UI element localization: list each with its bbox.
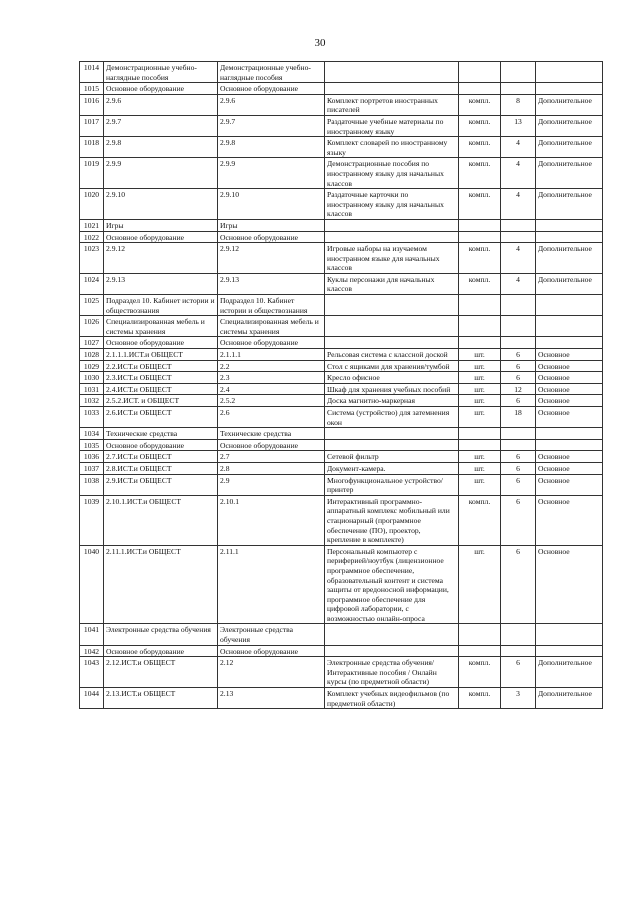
- table-row: [80, 545, 603, 624]
- row-section: 2.9.10: [218, 189, 325, 220]
- row-code: Основное оборудование: [104, 439, 218, 451]
- row-number: 1020: [80, 189, 104, 220]
- row-code: 2.1.1.1.ИСТ.и ОБЩЕСТ: [104, 349, 218, 361]
- row-item-name: Комплект словарей по иностранному языку: [325, 137, 459, 158]
- row-number: 1035: [80, 439, 104, 451]
- row-equipment-type: Дополнительное: [536, 243, 603, 274]
- row-item-name: [325, 439, 459, 451]
- row-section: 2.9: [218, 474, 325, 495]
- row-code: 2.9.12: [104, 243, 218, 274]
- table-row: [80, 158, 603, 189]
- row-code: Демонстрационные учебно-наглядные пособия: [104, 62, 218, 83]
- row-equipment-type: Дополнительное: [536, 158, 603, 189]
- row-quantity: 4: [501, 273, 536, 294]
- row-unit: шт.: [459, 474, 501, 495]
- row-item-name: [325, 316, 459, 337]
- row-number: 1018: [80, 137, 104, 158]
- table-row: [80, 62, 603, 83]
- row-equipment-type: [536, 295, 603, 316]
- row-equipment-type: [536, 62, 603, 83]
- row-item-name: Многофункциональное устройство/принтер: [325, 474, 459, 495]
- row-number: 1043: [80, 657, 104, 688]
- row-equipment-type: [536, 645, 603, 657]
- row-unit: [459, 62, 501, 83]
- row-number: 1034: [80, 428, 104, 440]
- row-quantity: 4: [501, 137, 536, 158]
- row-equipment-type: Основное: [536, 349, 603, 361]
- row-quantity: [501, 428, 536, 440]
- row-number: 1040: [80, 545, 104, 624]
- row-equipment-type: [536, 428, 603, 440]
- row-code: 2.2.ИСТ.и ОБЩЕСТ: [104, 360, 218, 372]
- row-quantity: [501, 62, 536, 83]
- row-item-name: Система (устройство) для затемнения окон: [325, 407, 459, 428]
- row-equipment-type: Дополнительное: [536, 657, 603, 688]
- row-code: 2.11.1.ИСТ.и ОБЩЕСТ: [104, 545, 218, 624]
- row-code: 2.4.ИСТ.и ОБЩЕСТ: [104, 383, 218, 395]
- row-section: 2.9.7: [218, 115, 325, 136]
- row-item-name: Стол с ящиками для хранения/тумбой: [325, 360, 459, 372]
- table-body: [80, 62, 603, 709]
- row-unit: шт.: [459, 407, 501, 428]
- row-quantity: [501, 439, 536, 451]
- table-row: [80, 94, 603, 115]
- row-code: Основное оборудование: [104, 645, 218, 657]
- row-quantity: [501, 83, 536, 95]
- table-row: [80, 243, 603, 274]
- row-item-name: Персональный компьютер с периферией/ноутбук (лицензионное программное обеспечение, образовательный контент и система защиты от вредоносной информации, программное обеспечение для цифровой лаборатории, с возможностью онлайн-опроса: [325, 545, 459, 624]
- row-equipment-type: Основное: [536, 495, 603, 545]
- row-code: Подраздел 10. Кабинет истории и обществознания: [104, 295, 218, 316]
- row-code: 2.9.10: [104, 189, 218, 220]
- row-number: 1033: [80, 407, 104, 428]
- table-row: [80, 295, 603, 316]
- row-code: 2.3.ИСТ.и ОБЩЕСТ: [104, 372, 218, 384]
- row-equipment-type: Дополнительное: [536, 94, 603, 115]
- row-section: 2.9.8: [218, 137, 325, 158]
- row-section: Основное оборудование: [218, 337, 325, 349]
- row-unit: компл.: [459, 137, 501, 158]
- row-number: 1042: [80, 645, 104, 657]
- row-unit: шт.: [459, 360, 501, 372]
- row-item-name: Электронные средства обучения/Интерактивные пособия / Онлайн курсы (по предметной области): [325, 657, 459, 688]
- row-unit: шт.: [459, 349, 501, 361]
- row-unit: компл.: [459, 495, 501, 545]
- row-unit: компл.: [459, 115, 501, 136]
- row-number: 1031: [80, 383, 104, 395]
- row-number: 1015: [80, 83, 104, 95]
- row-item-name: Документ-камера.: [325, 462, 459, 474]
- row-equipment-type: Основное: [536, 451, 603, 463]
- row-unit: шт.: [459, 372, 501, 384]
- row-quantity: 6: [501, 451, 536, 463]
- row-number: 1030: [80, 372, 104, 384]
- row-equipment-type: [536, 231, 603, 243]
- row-code: 2.9.13: [104, 273, 218, 294]
- table-row: [80, 219, 603, 231]
- row-section: 2.6: [218, 407, 325, 428]
- row-code: 2.9.ИСТ.и ОБЩЕСТ: [104, 474, 218, 495]
- row-number: 1026: [80, 316, 104, 337]
- row-section: Электронные средства обучения: [218, 624, 325, 645]
- row-quantity: 3: [501, 688, 536, 709]
- row-equipment-type: [536, 219, 603, 231]
- row-unit: компл.: [459, 273, 501, 294]
- row-section: Основное оборудование: [218, 439, 325, 451]
- row-quantity: [501, 645, 536, 657]
- row-equipment-type: Основное: [536, 474, 603, 495]
- row-number: 1022: [80, 231, 104, 243]
- row-quantity: 6: [501, 395, 536, 407]
- row-equipment-type: Основное: [536, 383, 603, 395]
- row-quantity: 6: [501, 657, 536, 688]
- row-equipment-type: Основное: [536, 545, 603, 624]
- row-quantity: [501, 337, 536, 349]
- table-row: [80, 383, 603, 395]
- row-item-name: Демонстрационные пособия по иностранному языку для начальных классов: [325, 158, 459, 189]
- row-section: 2.10.1: [218, 495, 325, 545]
- row-item-name: Раздаточные учебные материалы по иностранному языку: [325, 115, 459, 136]
- row-number: 1044: [80, 688, 104, 709]
- row-equipment-type: Дополнительное: [536, 189, 603, 220]
- row-quantity: 6: [501, 495, 536, 545]
- row-section: 2.9.9: [218, 158, 325, 189]
- row-equipment-type: Основное: [536, 360, 603, 372]
- row-number: 1023: [80, 243, 104, 274]
- row-item-name: Интерактивный программно-аппаратный комплекс мобильный или стационарный (программное обеспечение (ПО), проектор, крепление в комплекте): [325, 495, 459, 545]
- row-item-name: Раздаточные карточки по иностранному языку для начальных классов: [325, 189, 459, 220]
- row-code: 2.5.2.ИСТ. и ОБЩЕСТ: [104, 395, 218, 407]
- row-code: Основное оборудование: [104, 337, 218, 349]
- row-section: Демонстрационные учебно-наглядные пособия: [218, 62, 325, 83]
- row-equipment-type: [536, 83, 603, 95]
- row-section: Подраздел 10. Кабинет истории и обществознания: [218, 295, 325, 316]
- row-section: 2.4: [218, 383, 325, 395]
- row-item-name: Доска магнитно-маркерная: [325, 395, 459, 407]
- row-quantity: 13: [501, 115, 536, 136]
- row-number: 1039: [80, 495, 104, 545]
- row-quantity: 6: [501, 474, 536, 495]
- row-number: 1037: [80, 462, 104, 474]
- row-unit: шт.: [459, 383, 501, 395]
- row-number: 1028: [80, 349, 104, 361]
- table-row: [80, 189, 603, 220]
- row-item-name: [325, 645, 459, 657]
- row-code: Специализированная мебель и системы хранения: [104, 316, 218, 337]
- row-unit: [459, 428, 501, 440]
- table-row: [80, 372, 603, 384]
- row-unit: [459, 439, 501, 451]
- row-quantity: 6: [501, 360, 536, 372]
- row-code: Технические средства: [104, 428, 218, 440]
- row-item-name: Игровые наборы на изучаемом иностранном языке для начальных классов: [325, 243, 459, 274]
- row-item-name: [325, 83, 459, 95]
- row-item-name: Сетевой фильтр: [325, 451, 459, 463]
- row-quantity: 4: [501, 189, 536, 220]
- row-quantity: 12: [501, 383, 536, 395]
- row-unit: [459, 219, 501, 231]
- table-row: [80, 439, 603, 451]
- row-section: Технические средства: [218, 428, 325, 440]
- row-number: 1038: [80, 474, 104, 495]
- row-quantity: 6: [501, 462, 536, 474]
- row-unit: компл.: [459, 189, 501, 220]
- row-unit: компл.: [459, 243, 501, 274]
- row-number: 1021: [80, 219, 104, 231]
- row-equipment-type: Дополнительное: [536, 688, 603, 709]
- row-equipment-type: Дополнительное: [536, 137, 603, 158]
- row-code: 2.12.ИСТ.и ОБЩЕСТ: [104, 657, 218, 688]
- row-unit: шт.: [459, 462, 501, 474]
- row-section: Игры: [218, 219, 325, 231]
- table-row: [80, 407, 603, 428]
- table-row: [80, 474, 603, 495]
- row-code: 2.10.1.ИСТ.и ОБЩЕСТ: [104, 495, 218, 545]
- row-item-name: [325, 62, 459, 83]
- row-section: 2.9.13: [218, 273, 325, 294]
- row-number: 1041: [80, 624, 104, 645]
- row-unit: [459, 624, 501, 645]
- table-row: [80, 349, 603, 361]
- table-row: [80, 688, 603, 709]
- table-row: [80, 624, 603, 645]
- row-section: 2.9.12: [218, 243, 325, 274]
- row-unit: шт.: [459, 451, 501, 463]
- row-quantity: 4: [501, 243, 536, 274]
- row-equipment-type: Основное: [536, 462, 603, 474]
- row-section: 2.8: [218, 462, 325, 474]
- row-unit: компл.: [459, 657, 501, 688]
- row-section: 2.7: [218, 451, 325, 463]
- table-row: [80, 428, 603, 440]
- equipment-table: [79, 61, 603, 709]
- row-code: 2.8.ИСТ.и ОБЩЕСТ: [104, 462, 218, 474]
- row-equipment-type: Основное: [536, 395, 603, 407]
- row-number: 1024: [80, 273, 104, 294]
- row-section: 2.1.1.1: [218, 349, 325, 361]
- row-number: 1027: [80, 337, 104, 349]
- row-item-name: [325, 295, 459, 316]
- row-item-name: Комплект портретов иностранных писателей: [325, 94, 459, 115]
- row-section: 2.9.6: [218, 94, 325, 115]
- row-code: 2.6.ИСТ.и ОБЩЕСТ: [104, 407, 218, 428]
- row-equipment-type: Дополнительное: [536, 273, 603, 294]
- table-row: [80, 451, 603, 463]
- row-unit: компл.: [459, 94, 501, 115]
- row-section: 2.3: [218, 372, 325, 384]
- row-item-name: Кресло офисное: [325, 372, 459, 384]
- row-equipment-type: Дополнительное: [536, 115, 603, 136]
- row-unit: компл.: [459, 158, 501, 189]
- row-quantity: 8: [501, 94, 536, 115]
- row-code: 2.7.ИСТ.и ОБЩЕСТ: [104, 451, 218, 463]
- row-item-name: Рельсовая система с классной доской: [325, 349, 459, 361]
- row-quantity: 6: [501, 349, 536, 361]
- table-row: [80, 645, 603, 657]
- table-row: [80, 316, 603, 337]
- row-unit: [459, 316, 501, 337]
- row-quantity: 4: [501, 158, 536, 189]
- row-number: 1016: [80, 94, 104, 115]
- row-quantity: 6: [501, 372, 536, 384]
- row-section: Основное оборудование: [218, 645, 325, 657]
- row-number: 1036: [80, 451, 104, 463]
- row-unit: [459, 337, 501, 349]
- row-section: 2.2: [218, 360, 325, 372]
- row-unit: шт.: [459, 545, 501, 624]
- row-item-name: [325, 624, 459, 645]
- row-equipment-type: [536, 316, 603, 337]
- table-row: [80, 231, 603, 243]
- row-unit: [459, 295, 501, 316]
- row-equipment-type: Основное: [536, 407, 603, 428]
- row-code: Электронные средства обучения: [104, 624, 218, 645]
- row-section: 2.11.1: [218, 545, 325, 624]
- row-equipment-type: Основное: [536, 372, 603, 384]
- row-code: 2.9.8: [104, 137, 218, 158]
- row-number: 1032: [80, 395, 104, 407]
- row-section: Специализированная мебель и системы хранения: [218, 316, 325, 337]
- row-quantity: [501, 624, 536, 645]
- row-unit: [459, 83, 501, 95]
- row-number: 1019: [80, 158, 104, 189]
- table-row: [80, 395, 603, 407]
- row-quantity: 18: [501, 407, 536, 428]
- row-number: 1025: [80, 295, 104, 316]
- row-section: 2.13: [218, 688, 325, 709]
- row-unit: шт.: [459, 395, 501, 407]
- table-row: [80, 115, 603, 136]
- page-number: 30: [314, 37, 326, 49]
- row-item-name: [325, 337, 459, 349]
- table-row: [80, 462, 603, 474]
- row-section: 2.5.2: [218, 395, 325, 407]
- row-quantity: [501, 316, 536, 337]
- row-quantity: [501, 231, 536, 243]
- row-number: 1017: [80, 115, 104, 136]
- row-code: 2.9.7: [104, 115, 218, 136]
- row-item-name: [325, 428, 459, 440]
- row-item-name: Куклы персонажи для начальных классов: [325, 273, 459, 294]
- row-code: Основное оборудование: [104, 83, 218, 95]
- row-number: 1029: [80, 360, 104, 372]
- row-item-name: [325, 219, 459, 231]
- row-unit: [459, 645, 501, 657]
- row-code: Основное оборудование: [104, 231, 218, 243]
- row-equipment-type: [536, 439, 603, 451]
- row-quantity: [501, 219, 536, 231]
- row-item-name: [325, 231, 459, 243]
- row-unit: [459, 231, 501, 243]
- row-unit: компл.: [459, 688, 501, 709]
- table-row: [80, 137, 603, 158]
- row-section: 2.12: [218, 657, 325, 688]
- row-equipment-type: [536, 624, 603, 645]
- table-row: [80, 495, 603, 545]
- row-code: 2.13.ИСТ.и ОБЩЕСТ: [104, 688, 218, 709]
- row-quantity: 6: [501, 545, 536, 624]
- row-item-name: Шкаф для хранения учебных пособий: [325, 383, 459, 395]
- row-section: Основное оборудование: [218, 231, 325, 243]
- row-equipment-type: [536, 337, 603, 349]
- table-row: [80, 83, 603, 95]
- row-number: 1014: [80, 62, 104, 83]
- table-row: [80, 657, 603, 688]
- row-quantity: [501, 295, 536, 316]
- row-section: Основное оборудование: [218, 83, 325, 95]
- row-code: 2.9.9: [104, 158, 218, 189]
- table-row: [80, 360, 603, 372]
- row-code: 2.9.6: [104, 94, 218, 115]
- table-row: [80, 273, 603, 294]
- row-item-name: Комплект учебных видеофильмов (по предметной области): [325, 688, 459, 709]
- table-row: [80, 337, 603, 349]
- row-code: Игры: [104, 219, 218, 231]
